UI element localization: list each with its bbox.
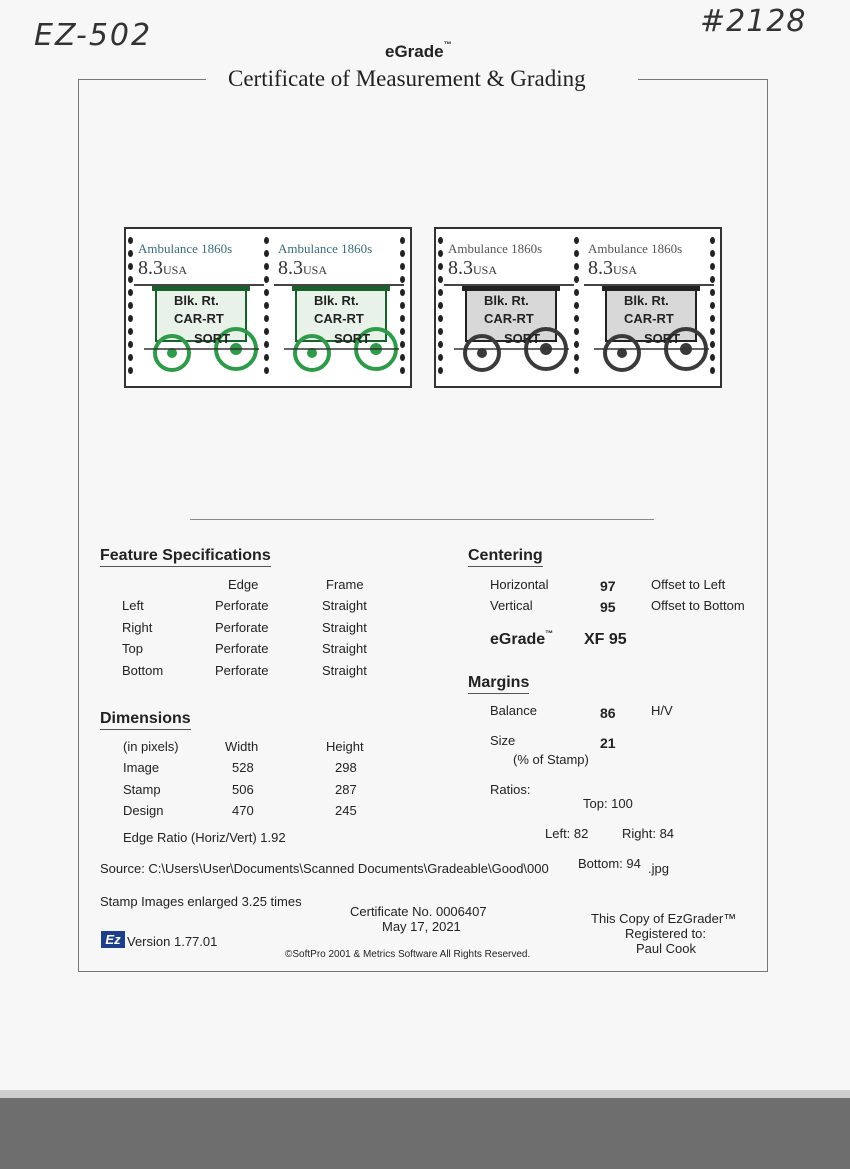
overprint-line-2: CAR-RT [314, 311, 364, 326]
perforation-hole [128, 367, 133, 374]
registered-owner: Paul Cook [636, 941, 696, 956]
perforation-hole [438, 341, 443, 348]
sheet-shadow [0, 1090, 850, 1098]
size-label: Size [490, 733, 516, 748]
perforation-hole [438, 276, 443, 283]
source-extension: .jpg [648, 861, 669, 876]
perforation-hole [438, 315, 443, 322]
dimension-name: Design [123, 803, 164, 818]
perforation-hole [128, 289, 133, 296]
country-label: USA [613, 263, 638, 277]
horizontal-value: 97 [600, 578, 616, 594]
feature-edge-value: Perforate [215, 662, 269, 678]
stamp-image-color [124, 227, 412, 388]
copyright: ©SoftPro 2001 & Metrics Software All Rights Reserved. [285, 949, 531, 960]
denomination-value: 8.3 [588, 257, 613, 279]
background-surface [0, 1098, 850, 1169]
country-label: USA [163, 263, 188, 277]
stamp-design [274, 235, 406, 375]
feature-side-label: Top [122, 641, 143, 656]
feature-frame-value: Straight [322, 598, 367, 613]
perforation-hole [438, 289, 443, 296]
overprint-line-3: SORT [334, 331, 371, 346]
denomination-value: 8.3 [448, 257, 473, 279]
ratio-right: Right: 84 [622, 826, 675, 841]
overprint-line-1: Blk. Rt. [174, 293, 219, 308]
perforation-hole [128, 354, 133, 361]
denomination-value: 8.3 [278, 257, 303, 279]
perforation-hole [128, 250, 133, 257]
perforation-hole [438, 367, 443, 374]
edge-ratio: Edge Ratio (Horiz/Vert) 1.92 [123, 830, 286, 845]
vertical-value: 95 [600, 599, 616, 615]
certificate-number: Certificate No. 0006407 [350, 904, 487, 919]
dimension-height: 298 [335, 760, 357, 775]
overprint-line-3: SORT [504, 331, 541, 346]
country-label: USA [303, 263, 328, 277]
source-path: Source: C:\Users\User\Documents\Scanned Documents\Gradeable\Good\000 [100, 861, 549, 876]
dimension-width: 506 [232, 781, 254, 797]
width-column-header: Width [225, 739, 259, 754]
stamp-denomination [588, 257, 637, 280]
perforation-hole [128, 315, 133, 322]
feature-frame-value: Straight [322, 619, 367, 635]
dimensions-heading: Dimensions [100, 710, 191, 730]
dimensions-unit: (in pixels) [123, 739, 179, 754]
stamp-title: Ambulance 1860s [448, 241, 543, 256]
feature-frame-value: Straight [322, 641, 367, 656]
balance-label: Balance [490, 703, 537, 718]
frame-column-header: Frame [326, 577, 364, 592]
perforation-hole [438, 302, 443, 309]
balance-note: H/V [651, 703, 673, 718]
feature-edge-value: Perforate [215, 619, 269, 635]
perforation-hole [128, 276, 133, 283]
stamp-design [134, 235, 266, 375]
version: Version 1.77.01 [127, 934, 218, 949]
feature-frame-value: Straight [322, 662, 367, 678]
stamp-title: Ambulance 1860s [138, 241, 233, 256]
overprint-line-2: CAR-RT [484, 311, 534, 326]
ratio-bottom: Bottom: 94 [578, 856, 641, 871]
size-note: (% of Stamp) [513, 752, 589, 767]
vertical-note: Offset to Bottom [651, 598, 745, 613]
brand-title: eGrade™ [385, 40, 452, 61]
overprint-line-1: Blk. Rt. [314, 293, 359, 308]
enlargement-note: Stamp Images enlarged 3.25 times [100, 894, 302, 909]
perforation-hole [128, 341, 133, 348]
perforation-hole [128, 263, 133, 270]
overprint-line-1: Blk. Rt. [484, 293, 529, 308]
stamp-title: Ambulance 1860s [278, 241, 373, 256]
dimension-width: 470 [232, 803, 254, 818]
certificate-title: Certificate of Measurement & Grading [228, 66, 586, 91]
dimension-name: Image [123, 760, 160, 775]
overprint-line-3: SORT [194, 331, 231, 346]
feature-side-label: Right [122, 619, 153, 635]
stamp-design [584, 235, 716, 375]
dimension-width: 528 [232, 760, 254, 775]
horizontal-label: Horizontal [490, 577, 549, 592]
stamp-denomination [278, 257, 327, 280]
egrade-label: eGrade™ [490, 629, 554, 648]
overprint-line-3: SORT [644, 331, 681, 346]
perforation-hole [128, 237, 133, 244]
stamp-denomination [138, 257, 187, 280]
perforation-hole [438, 328, 443, 335]
stamp-denomination [448, 257, 497, 280]
perforation-hole [128, 328, 133, 335]
egrade-grade: XF 95 [584, 631, 627, 648]
handwritten-catalog-number: #2128 [700, 4, 807, 39]
perforation-hole [128, 302, 133, 309]
certificate-date: May 17, 2021 [382, 919, 461, 934]
balance-value: 86 [600, 705, 616, 721]
size-value: 21 [600, 735, 616, 751]
denomination-value: 8.3 [138, 257, 163, 279]
feature-specifications-heading: Feature Specifications [100, 547, 271, 567]
copy-line-1: This Copy of EzGrader™ [591, 911, 737, 926]
handwritten-lot-number: EZ-502 [34, 18, 153, 53]
ratio-top: Top: 100 [583, 796, 633, 811]
centering-heading: Centering [468, 547, 543, 567]
overprint-line-2: CAR-RT [624, 311, 674, 326]
horizontal-note: Offset to Left [651, 577, 726, 592]
stamp-design [444, 235, 576, 375]
feature-edge-value: Perforate [215, 598, 269, 613]
edge-column-header: Edge [228, 577, 259, 592]
copy-line-2: Registered to: [625, 926, 706, 941]
dimension-height: 245 [335, 803, 357, 818]
perforation-hole [438, 263, 443, 270]
feature-edge-value: Perforate [215, 641, 269, 656]
overprint-line-1: Blk. Rt. [624, 293, 669, 308]
section-divider [190, 519, 654, 520]
feature-side-label: Bottom [122, 662, 164, 678]
stamp-image-grayscale [434, 227, 722, 388]
perforation-hole [438, 237, 443, 244]
country-label: USA [473, 263, 498, 277]
ratio-left: Left: 82 [545, 826, 589, 841]
ratios-label: Ratios: [490, 782, 531, 797]
ezgrader-logo: Ez [101, 931, 125, 948]
dimension-name: Stamp [123, 781, 161, 797]
margins-heading: Margins [468, 674, 529, 694]
perforation-hole [438, 250, 443, 257]
vertical-label: Vertical [490, 598, 533, 613]
dimension-height: 287 [335, 781, 357, 797]
overprint-line-2: CAR-RT [174, 311, 224, 326]
height-column-header: Height [326, 739, 364, 754]
feature-side-label: Left [122, 598, 144, 613]
perforation-hole [438, 354, 443, 361]
stamp-title: Ambulance 1860s [588, 241, 683, 256]
